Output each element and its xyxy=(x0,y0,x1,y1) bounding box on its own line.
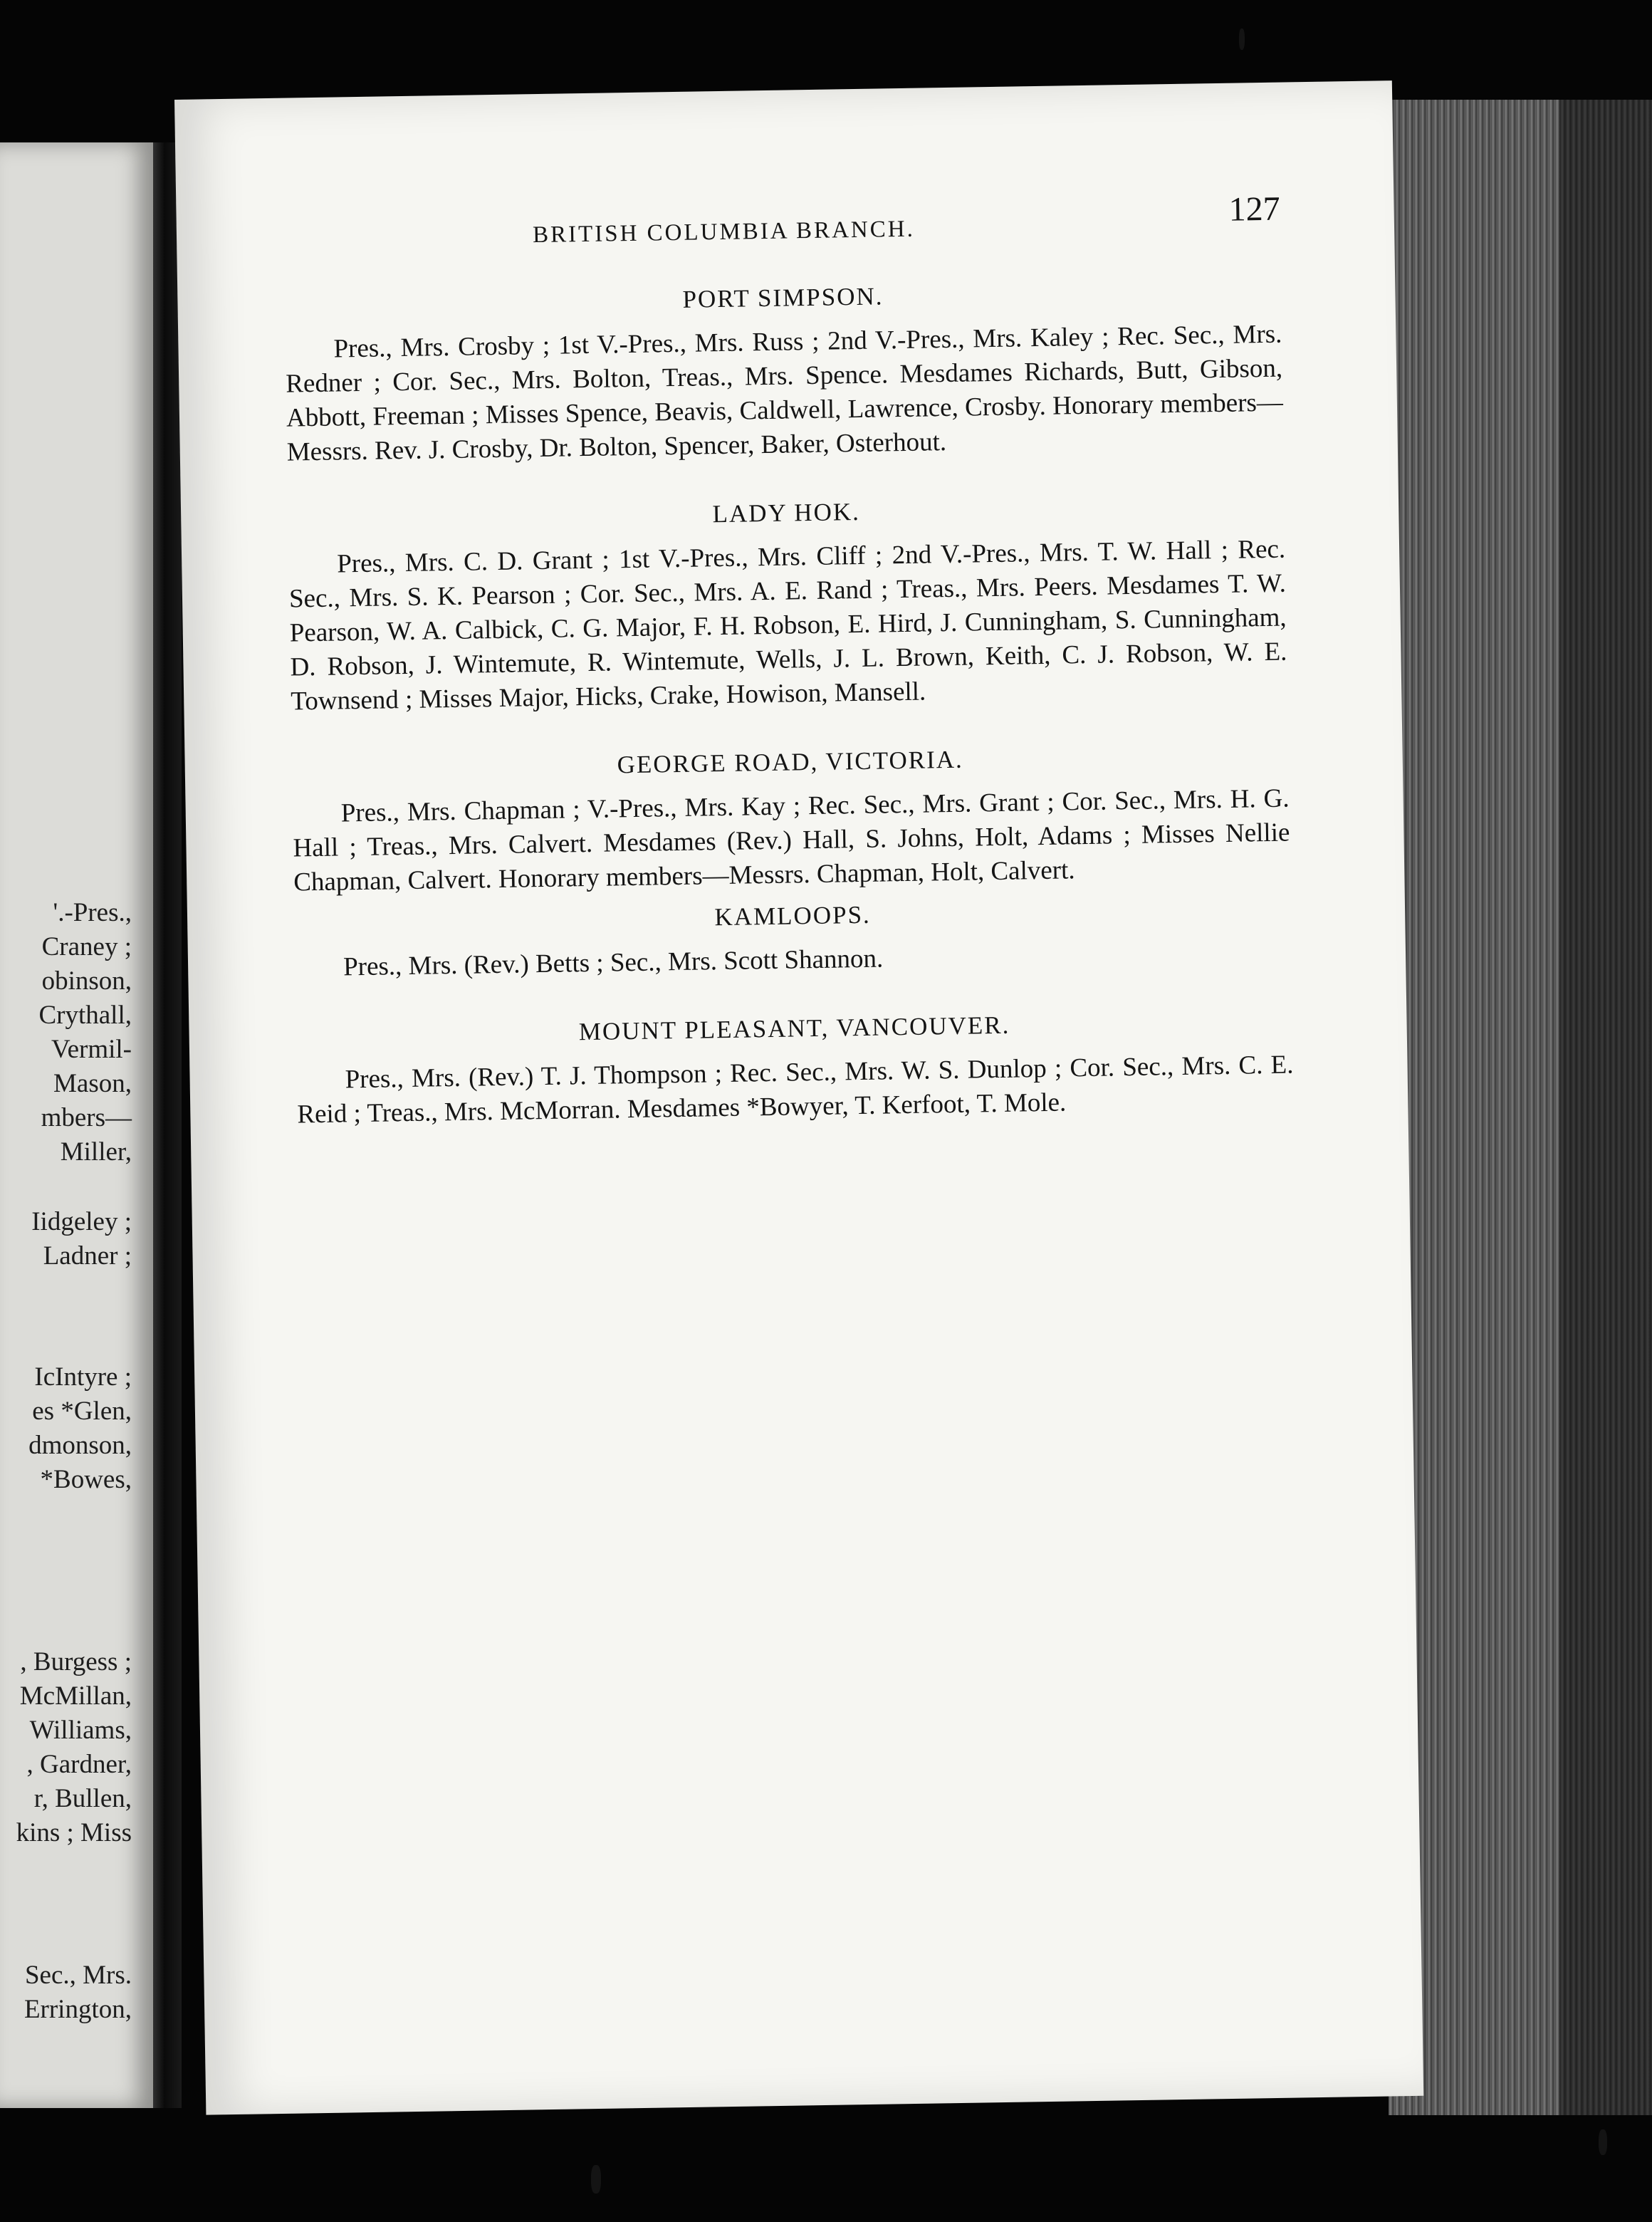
left-page-fragment: Errington, xyxy=(23,1995,132,2024)
left-page-fragment: *Bowes, xyxy=(40,1465,132,1494)
left-page-fragment: Crythall, xyxy=(38,1001,132,1030)
scan-speck xyxy=(591,2165,601,2194)
running-title: BRITISH COLUMBIA BRANCH. xyxy=(532,216,916,249)
right-page xyxy=(174,80,1423,2115)
section-lady-hok xyxy=(288,491,1288,719)
scan-speck xyxy=(1239,28,1245,50)
left-page-fragment: mbers— xyxy=(41,1103,132,1132)
left-page-fragment: Mason, xyxy=(53,1069,132,1098)
section-title: MOUNT PLEASANT, VANCOUVER. xyxy=(578,1011,1010,1046)
section-title: LADY HOK. xyxy=(712,497,861,528)
section-text: Pres., Mrs. Chapman ; V.-Pres., Mrs. Kay ; Rec. Sec., Mrs. Grant ; Cor. Sec., Mrs. H. G. Hall ; Treas., Mrs. Calvert. Mesdames (Rev.) Hall, S. Johns, Holt, Adams ; Misses Nellie Chapman, Calvert. Honorary members—Messrs. Chapman, Holt, Calvert. xyxy=(293,783,1290,897)
page-edges-shadow xyxy=(1559,100,1652,2115)
left-page xyxy=(0,142,153,2108)
section-george-road xyxy=(291,741,1290,900)
left-page-fragment: Ladner ; xyxy=(43,1241,132,1271)
left-page-fragment: '.-Pres., xyxy=(53,898,132,927)
left-page-fragment: , Burgess ; xyxy=(20,1647,132,1676)
left-page-fragment: obinson, xyxy=(41,966,132,996)
section-title: GEORGE ROAD, VICTORIA. xyxy=(617,745,964,779)
section-text: Pres., Mrs. C. D. Grant ; 1st V.-Pres., Mrs. Cliff ; 2nd V.-Pres., Mrs. T. W. Hall ; Rec. Sec., Mrs. S. K. Pearson ; Cor. Sec., Mrs. A. E. Rand ; Treas., Mrs. Peers. Mesdames T. W. Pearson, W. A. Calbick, C. G. Major, F. H. Robson, E. Hird, J. Cunningham, S. Cunningham, D. Robson, J. Wintemute, R. Wintemute, Wells, J. L. Brown, Keith, C. J. Robson, W. E. Townsend ; Misses Major, Hicks, Crake, Howison, Mansell. xyxy=(288,534,1287,716)
left-page-fragment: r, Bullen, xyxy=(33,1784,132,1813)
left-page-fragment: dmonson, xyxy=(28,1431,132,1460)
page-number: 127 xyxy=(1228,189,1281,229)
left-page-fragment: Sec., Mrs. xyxy=(24,1961,132,1990)
left-page-fragment: Miller, xyxy=(60,1137,132,1167)
section-title: PORT SIMPSON. xyxy=(682,282,884,313)
left-page-fragment: es *Glen, xyxy=(32,1397,132,1426)
section-kamloops xyxy=(294,894,1292,986)
section-port-simpson xyxy=(284,276,1284,470)
page-content xyxy=(283,189,1294,1132)
left-page-fragment: Craney ; xyxy=(41,932,132,961)
page-edges xyxy=(1389,100,1652,2115)
section-text: Pres., Mrs. (Rev.) T. J. Thompson ; Rec. Sec., Mrs. W. S. Dunlop ; Cor. Sec., Mrs. C. E. Reid ; Treas., Mrs. McMorran. Mesdames *Bowyer, T. Kerfoot, T. Mole. xyxy=(297,1050,1294,1130)
left-page-fragment: Iidgeley ; xyxy=(31,1207,132,1236)
left-page-fragment: Williams, xyxy=(29,1716,132,1745)
left-page-fragment: kins ; Miss xyxy=(16,1818,132,1847)
section-text: Pres., Mrs. Crosby ; 1st V.-Pres., Mrs. Russ ; 2nd V.-Pres., Mrs. Kaley ; Rec. Sec., Mrs. Redner ; Cor. Sec., Mrs. Bolton, Treas., Mrs. Spence. Mesdames Richards, Butt, Gibson, Abbott, Freeman ; Misses Spence, Beavis, Caldwell, Lawrence, Crosby. Honorary members—Messrs. Rev. J. Crosby, Dr. Bolton, Spencer, Baker, Osterhout. xyxy=(285,319,1284,467)
section-text: Pres., Mrs. (Rev.) Betts ; Sec., Mrs. Scott Shannon. xyxy=(343,944,884,982)
left-page-fragment: , Gardner, xyxy=(26,1750,132,1779)
book-gutter xyxy=(153,142,182,2108)
left-page-fragment: IcIntyre ; xyxy=(34,1362,132,1392)
section-title: KAMLOOPS. xyxy=(714,900,872,932)
section-mount-pleasant xyxy=(296,1006,1294,1132)
left-page-fragment: McMillan, xyxy=(19,1681,132,1711)
scan-speck xyxy=(1599,2129,1607,2155)
running-head xyxy=(283,189,1280,255)
left-page-fragment: Vermil- xyxy=(51,1035,132,1064)
